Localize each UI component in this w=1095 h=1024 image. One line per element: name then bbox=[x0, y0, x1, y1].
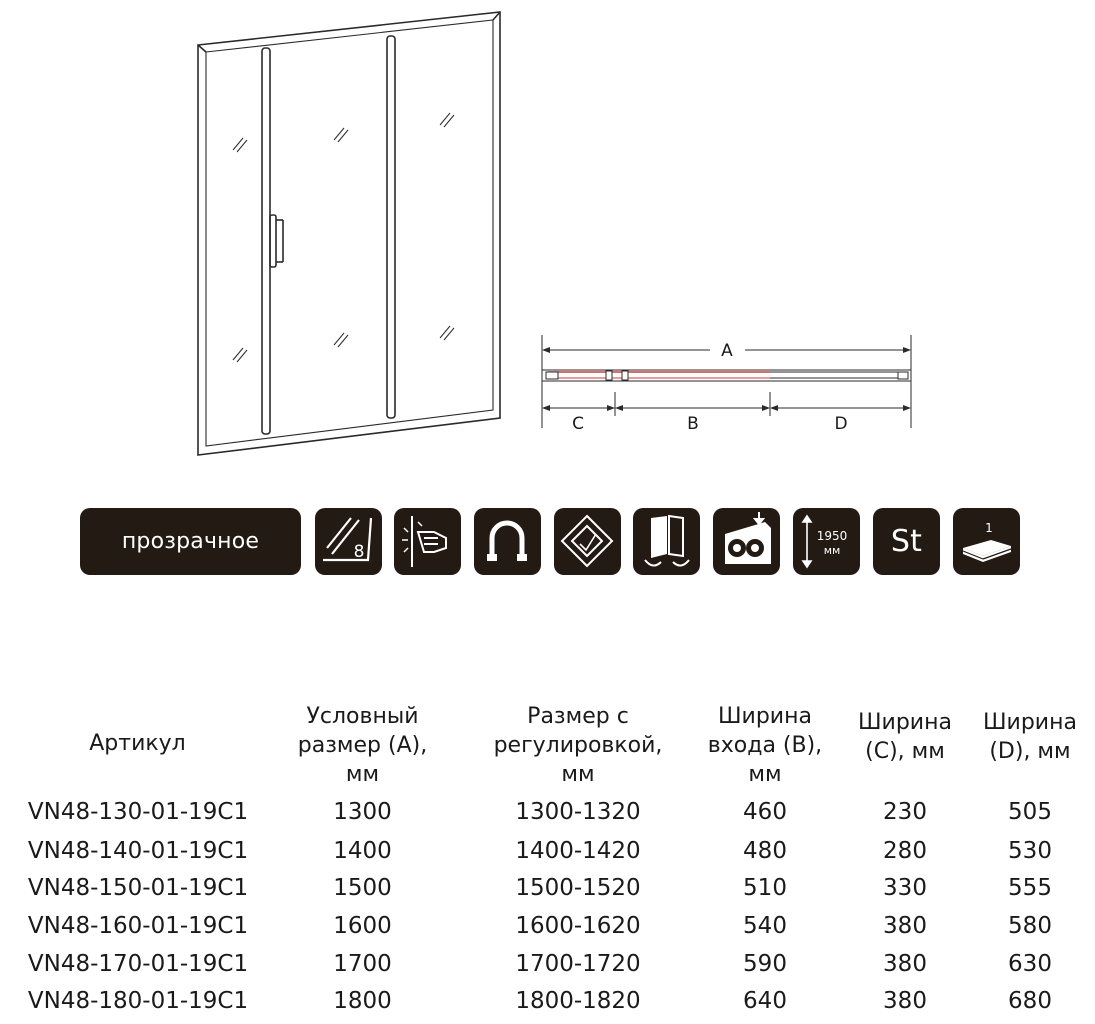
dim-label-b: B bbox=[687, 414, 699, 434]
table-cell-nominal: 1300 bbox=[333, 799, 392, 825]
glass-8mm-icon bbox=[315, 508, 382, 575]
table-cell-d: 680 bbox=[1008, 988, 1052, 1014]
table-cell-adjustable: 1300-1320 bbox=[515, 799, 641, 825]
reversible-mount-icon bbox=[633, 508, 700, 575]
magnetic-seal-icon bbox=[474, 508, 541, 575]
safety-glass-icon bbox=[394, 508, 461, 575]
height-icon bbox=[793, 508, 860, 575]
roller-wheels-icon bbox=[713, 508, 780, 575]
table-cell-nominal: 1400 bbox=[333, 838, 392, 864]
glass-coating-icon bbox=[554, 508, 621, 575]
table-cell-entry: 510 bbox=[743, 875, 787, 901]
header-width-d: Ширина (D), мм bbox=[983, 710, 1077, 764]
header-article: Артикул bbox=[89, 731, 186, 756]
table-cell-article: VN48-160-01-19C1 bbox=[27, 913, 249, 939]
table-cell-d: 530 bbox=[1008, 838, 1052, 864]
table-cell-nominal: 1600 bbox=[333, 913, 392, 939]
table-cell-adjustable: 1600-1620 bbox=[515, 913, 641, 939]
table-cell-d: 555 bbox=[1008, 875, 1052, 901]
dim-label-d: D bbox=[834, 414, 848, 434]
table-cell-c: 280 bbox=[883, 838, 927, 864]
door-inner-frame bbox=[206, 20, 493, 446]
table-cell-entry: 640 bbox=[743, 988, 787, 1014]
table-cell-article: VN48-170-01-19C1 bbox=[27, 951, 249, 977]
table-cell-nominal: 1500 bbox=[333, 875, 392, 901]
dimension-diagram bbox=[530, 325, 920, 440]
dim-label-a: A bbox=[721, 341, 733, 361]
height-unit: мм bbox=[823, 544, 841, 557]
table-cell-adjustable: 1400-1420 bbox=[515, 838, 641, 864]
table-cell-d: 580 bbox=[1008, 913, 1052, 939]
header-width-c: Ширина (C), мм bbox=[858, 710, 952, 764]
glass-type-badge bbox=[80, 508, 301, 575]
table-cell-adjustable: 1800-1820 bbox=[515, 988, 641, 1014]
table-cell-c: 380 bbox=[883, 988, 927, 1014]
shower-door-drawing bbox=[180, 0, 520, 470]
dim-label-c: C bbox=[572, 414, 584, 434]
table-cell-c: 230 bbox=[883, 799, 927, 825]
table-cell-entry: 480 bbox=[743, 838, 787, 864]
table-cell-d: 630 bbox=[1008, 951, 1052, 977]
door-outer-frame bbox=[198, 12, 500, 455]
steel-material-icon bbox=[873, 508, 940, 575]
top-view-profile bbox=[542, 370, 911, 381]
table-cell-c: 380 bbox=[883, 913, 927, 939]
height-value: 1950 bbox=[816, 529, 848, 543]
table-cell-article: VN48-150-01-19C1 bbox=[27, 875, 249, 901]
table-cell-d: 505 bbox=[1008, 799, 1052, 825]
table-cell-article: VN48-180-01-19C1 bbox=[27, 988, 249, 1014]
table-cell-c: 380 bbox=[883, 951, 927, 977]
table-cell-entry: 590 bbox=[743, 951, 787, 977]
header-adjustable-size: Размер с регулировкой, мм bbox=[493, 704, 663, 787]
warranty-value: 1 bbox=[985, 521, 993, 535]
one-year-warranty-icon bbox=[953, 508, 1020, 575]
glass-type-label: прозрачное bbox=[121, 529, 260, 554]
fixed-panel-profile bbox=[387, 36, 395, 418]
table-cell-c: 330 bbox=[883, 875, 927, 901]
table-cell-entry: 540 bbox=[743, 913, 787, 939]
header-entry-width: Ширина входа (B), мм bbox=[707, 704, 823, 787]
glass-thickness-value: 8 bbox=[353, 542, 365, 562]
table-cell-adjustable: 1500-1520 bbox=[515, 875, 641, 901]
sliding-door-profile-left bbox=[262, 48, 270, 434]
header-nominal-size: Условный размер (A), мм bbox=[297, 704, 428, 787]
table-cell-entry: 460 bbox=[743, 799, 787, 825]
table-cell-nominal: 1700 bbox=[333, 951, 392, 977]
table-cell-nominal: 1800 bbox=[333, 988, 392, 1014]
material-label: St bbox=[890, 524, 923, 559]
door-handle bbox=[270, 215, 276, 267]
table-cell-article: VN48-130-01-19C1 bbox=[27, 799, 249, 825]
table-cell-article: VN48-140-01-19C1 bbox=[27, 838, 249, 864]
table-cell-adjustable: 1700-1720 bbox=[515, 951, 641, 977]
glass-reflection-marks bbox=[233, 113, 454, 362]
